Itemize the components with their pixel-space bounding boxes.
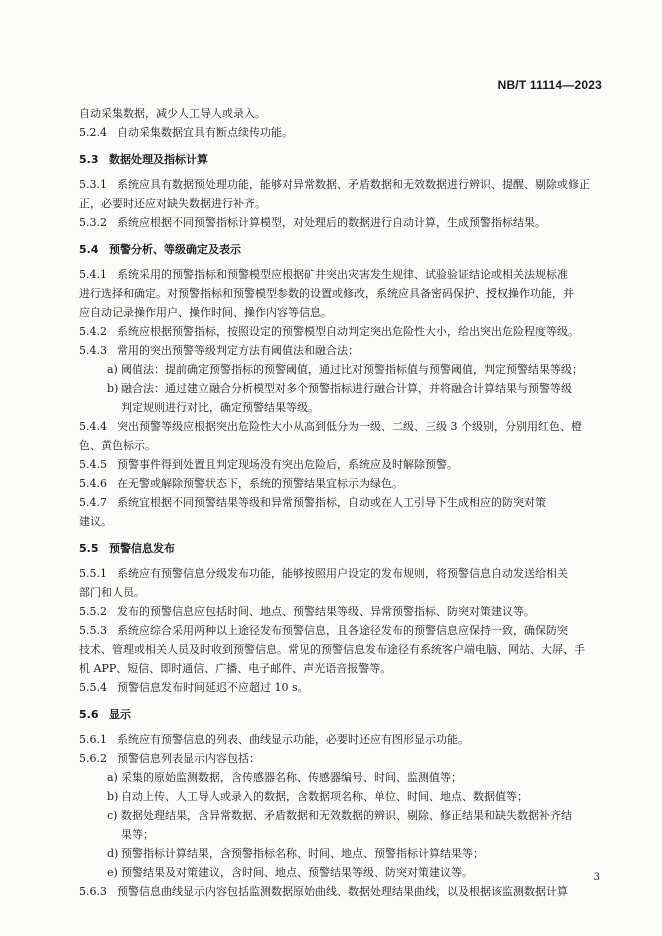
section-title: 预警分析、等级确定及表示: [109, 243, 241, 256]
clause-5-5-2: [79, 602, 593, 621]
clause-number: 5.6.2: [79, 752, 107, 765]
clause-number: 5.6.1: [79, 733, 107, 746]
list-item-c: [79, 806, 593, 825]
clause-5-4-1: [79, 265, 593, 284]
clause-5-3-1-cont: 正，必要时还应对缺失数据进行补齐。: [79, 197, 266, 210]
clause-5-4-3: [79, 341, 593, 360]
section-heading-5-4: [79, 240, 593, 259]
section-title: 预警信息发布: [109, 542, 175, 555]
clause-text: 系统应综合采用两种以上途径发布预警信息，且各途径发布的预警信息应保持一致，确保防突: [117, 624, 568, 637]
list-marker: d): [107, 847, 119, 860]
list-item-b: [79, 787, 593, 806]
clause-text: 系统采用的预警指标和预警模型应根据矿井突出灾害发生规律、试验验证结论或相关法规标准: [117, 268, 568, 281]
clause-text: 自动采集数据宜具有断点续传功能。: [117, 126, 293, 139]
clause-number: 5.2.4: [79, 126, 107, 139]
clause-5-2-4: [79, 123, 593, 142]
clause-5-6-1: [79, 730, 593, 749]
list-item-d: [79, 844, 593, 863]
list-item-text: 预警指标计算结果，含预警指标名称、时间、地点、预警指标计算结果等；: [121, 847, 484, 860]
clause-number: 5.4.4: [79, 420, 107, 433]
clause-number: 5.5.4: [79, 681, 107, 694]
list-item-text: 阈值法：提前确定预警指标的预警阈值，通过比对预警指标值与预警阈值，判定预警结果等级；: [121, 363, 583, 376]
section-number: 5.3: [79, 153, 99, 166]
list-marker: b): [107, 382, 119, 395]
clause-text: 在无警或解除预警状态下，系统的预警结果宜标示为绿色。: [117, 477, 403, 490]
clause-5-5-4: [79, 678, 593, 697]
clause-text: 系统应具有数据预处理功能，能够对异常数据、矛盾数据和无效数据进行辨识、提醒、剔除或修正: [117, 178, 590, 191]
clause-number: 5.4.7: [79, 496, 107, 509]
clause-5-4-1-cont: 应自动记录操作用户、操作时间、操作内容等信息。: [79, 306, 332, 319]
list-item-e: [79, 863, 593, 882]
list-item-text: 数据处理结果，含异常数据、矛盾数据和无效数据的辨识、剔除、修正结果和缺失数据补齐结: [121, 809, 572, 822]
section-number: 5.5: [79, 542, 99, 555]
clause-5-4-6: [79, 474, 593, 493]
clause-number: 5.4.1: [79, 268, 107, 281]
clause-text: 预警信息列表显示内容包括：: [117, 752, 260, 765]
clause-5-4-7-cont: 建议。: [79, 515, 112, 528]
section-title: 数据处理及指标计算: [109, 153, 208, 166]
list-item-text: 自动上传、人工导人或录入的数据，含数据项名称、单位、时间、地点、数据值等；: [121, 790, 528, 803]
clause-5-4-4: [79, 417, 593, 436]
clause-number: 5.4.6: [79, 477, 107, 490]
list-item-text: 预警结果及对策建议，含时间、地点、预警结果等级、防突对策建议等。: [121, 866, 473, 879]
standard-code-header: NB/T 11114—2023: [497, 78, 602, 92]
list-marker: b): [107, 790, 119, 803]
clause-number: 5.5.2: [79, 605, 107, 618]
clause-number: 5.4.5: [79, 458, 107, 471]
clause-text: 系统应根据不同预警指标计算模型，对处理后的数据进行自动计算，生成预警指标结果。: [117, 216, 546, 229]
document-body: [79, 104, 593, 901]
section-title: 显示: [109, 708, 131, 721]
page-number: 3: [593, 872, 600, 883]
clause-5-6-2: [79, 749, 593, 768]
list-marker: a): [107, 771, 118, 784]
paragraph-continuation: 自动采集数据，减少人工导人或录入。: [79, 107, 266, 120]
clause-5-5-3: [79, 621, 593, 640]
clause-number: 5.5.1: [79, 567, 107, 580]
clause-5-4-1-cont: 进行选择和确定。对预警指标和预警模型参数的设置或修改，系统应具备密码保护、授权操作功能，并: [79, 287, 574, 300]
clause-5-5-1-cont: 部门和人员。: [79, 586, 145, 599]
list-item-text: 融合法：通过建立融合分析模型对多个预警指标进行融合计算，并将融合计算结果与预警等级: [121, 382, 572, 395]
section-heading-5-5: [79, 539, 593, 558]
clause-text: 预警信息发布时间延迟不应超过 10 s。: [117, 681, 309, 694]
clause-text: 预警事件得到处置且判定现场没有突出危险后，系统应及时解除预警。: [117, 458, 458, 471]
list-item-b-cont: 判定规则进行对比，确定预警结果等级。: [121, 401, 319, 414]
section-number: 5.6: [79, 708, 99, 721]
list-item-b: [79, 379, 593, 398]
list-marker: a): [107, 363, 118, 376]
list-item-a: [79, 360, 593, 379]
section-heading-5-3: [79, 150, 593, 169]
list-item-c-cont: 果等；: [121, 828, 154, 841]
clause-5-3-1: [79, 175, 593, 194]
list-marker: e): [107, 866, 118, 879]
clause-text: 系统宜根据不同预警结果等级和异常预警指标，自动或在人工引导下生成相应的防突对策: [117, 496, 546, 509]
clause-number: 5.4.2: [79, 325, 107, 338]
clause-5-5-1: [79, 564, 593, 583]
section-heading-5-6: [79, 705, 593, 724]
list-item-a: [79, 768, 593, 787]
clause-5-4-7: [79, 493, 593, 512]
list-marker: c): [107, 809, 118, 822]
clause-number: 5.3.2: [79, 216, 107, 229]
clause-number: 5.4.3: [79, 344, 107, 357]
clause-5-4-2: [79, 322, 593, 341]
clause-5-5-3-cont: 技术、管理或相关人员及时收到预警信息。常见的预警信息发布途径有系统客户端电脑、网站、大屏、手: [79, 643, 585, 656]
clause-text: 突出预警等级应根据突出危险性大小从高到低分为一级、二级、三级 3 个级别，分别用红色、橙: [117, 420, 582, 433]
clause-number: 5.3.1: [79, 178, 107, 191]
clause-text: 发布的预警信息应包括时间、地点、预警结果等级、异常预警指标、防突对策建议等。: [117, 605, 535, 618]
clause-text: 系统应有预警信息分级发布功能，能够按照用户设定的发布规则，将预警信息自动发送给相关: [117, 567, 568, 580]
section-number: 5.4: [79, 243, 99, 256]
clause-5-6-3: [79, 882, 593, 901]
clause-text: 系统应根据预警指标，按照设定的预警模型自动判定突出危险性大小，给出突出危险程度等级。: [117, 325, 579, 338]
clause-number: 5.6.3: [79, 885, 107, 898]
clause-text: 常用的突出预警等级判定方法有阈值法和融合法：: [117, 344, 359, 357]
clause-5-4-4-cont: 色、黄色标示。: [79, 439, 156, 452]
clause-text: 系统应有预警信息的列表、曲线显示功能，必要时还应有图形显示功能。: [117, 733, 469, 746]
clause-number: 5.5.3: [79, 624, 107, 637]
clause-5-3-2: [79, 213, 593, 232]
list-item-text: 采集的原始监测数据，含传感器名称、传感器编号、时间、监测值等；: [121, 771, 462, 784]
clause-text: 预警信息曲线显示内容包括监测数据原始曲线、数据处理结果曲线，以及根据该监测数据计算: [117, 885, 568, 898]
clause-5-5-3-cont: 机 APP、短信、即时通信、广播、电子邮件、声光语音报警等。: [79, 662, 392, 675]
clause-5-4-5: [79, 455, 593, 474]
